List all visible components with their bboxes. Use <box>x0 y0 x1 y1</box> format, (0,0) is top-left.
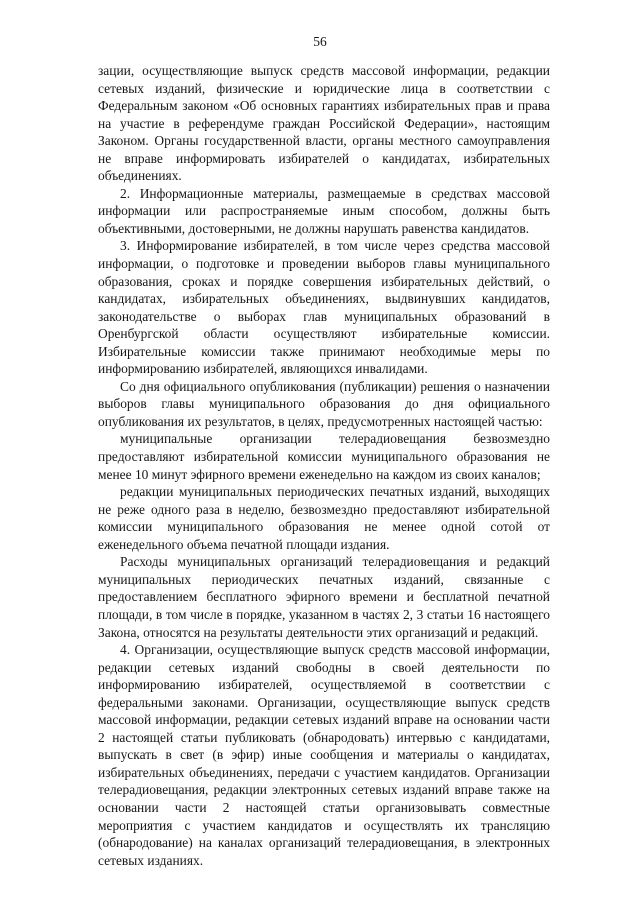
paragraph-print-editions: редакции муниципальных периодических печатных изданий, выходящих не реже одного раза в неделю, безвозмездно предоставляют избирательной комиссии муниципального образования не менее одной сотой от еженедельного объема печатной площади издания. <box>98 484 550 552</box>
paragraph-item-3: 3. Информирование избирателей, в том числе через средства массовой информации, о подготовке и проведении выборов главы муниципального образования, сроках и порядке совершения избирательных действий, о кандидатах, избирательных объединениях, выдвинувших кандидатов, законодательстве о выборах глав муниципальных образований в Оренбургской области осуществляют избирательные комиссии. Избирательные комиссии также принимают необходимые меры по информированию избирателей, являющихся инвалидами. <box>98 238 550 377</box>
paragraph-expenses: Расходы муниципальных организаций телерадиовещания и редакций муниципальных периодических печатных изданий, связанные с предоставлением бесплатного эфирного времени и бесплатной печатной площади, в том числе в порядке, указанном в частях 2, 3 статьи 16 настоящего Закона, относятся на результаты деятельности этих организаций и редакций. <box>98 554 550 640</box>
paragraph-item-2: 2. Информационные материалы, размещаемые в средствах массовой информации или распространяемые иным способом, должны быть объективными, достоверными, не должны нарушать равенства кандидатов. <box>98 185 550 236</box>
body-text <box>98 62 550 869</box>
paragraph-item-4: 4. Организации, осуществляющие выпуск средств массовой информации, редакции сетевых изданий свободны в своей деятельности по информированию избирателей, осуществляемой в соответствии с федеральными законами. Организации, осуществляющие выпуск средств массовой информации, редакции сетевых изданий вправе на основании части 2 настоящей статьи публиковать (обнародовать) интервью с кандидатами, выпускать в свет (в эфир) иные сообщения и материалы о кандидатах, избирательных объединениях, передачи с участием кандидатов. Организации телерадиовещания, редакции электронных сетевых изданий вправе также на основании части 2 настоящей статьи организовывать совместные мероприятия с участием кандидатов и осуществлять их трансляцию (обнародование) на каналах организаций телерадиовещания, в электронных сетевых изданиях. <box>98 642 550 868</box>
paragraph-broadcasting-organizations: муниципальные организации телерадиовещания безвозмездно предоставляют избирательной комиссии муниципального образования не менее 10 минут эфирного времени еженедельно на каждом из своих каналов; <box>98 431 550 482</box>
paragraph-continuation: зации, осуществляющие выпуск средств массовой информации, редакции сетевых изданий, физические и юридические лица в соответствии с Федеральным законом «Об основных гарантиях избирательных прав и права на участие в референдуме граждан Российской Федерации», настоящим Законом. Органы государственной власти, органы местного самоуправления не вправе информировать избирателей о кандидатах, избирательных объединениях. <box>98 63 550 184</box>
paragraph-publication-period: Со дня официального опубликования (публикации) решения о назначении выборов главы муниципального образования до дня официального опубликования их результатов, в целях, предусмотренных настоящей частью: <box>98 378 550 429</box>
page-number: 56 <box>313 34 327 49</box>
